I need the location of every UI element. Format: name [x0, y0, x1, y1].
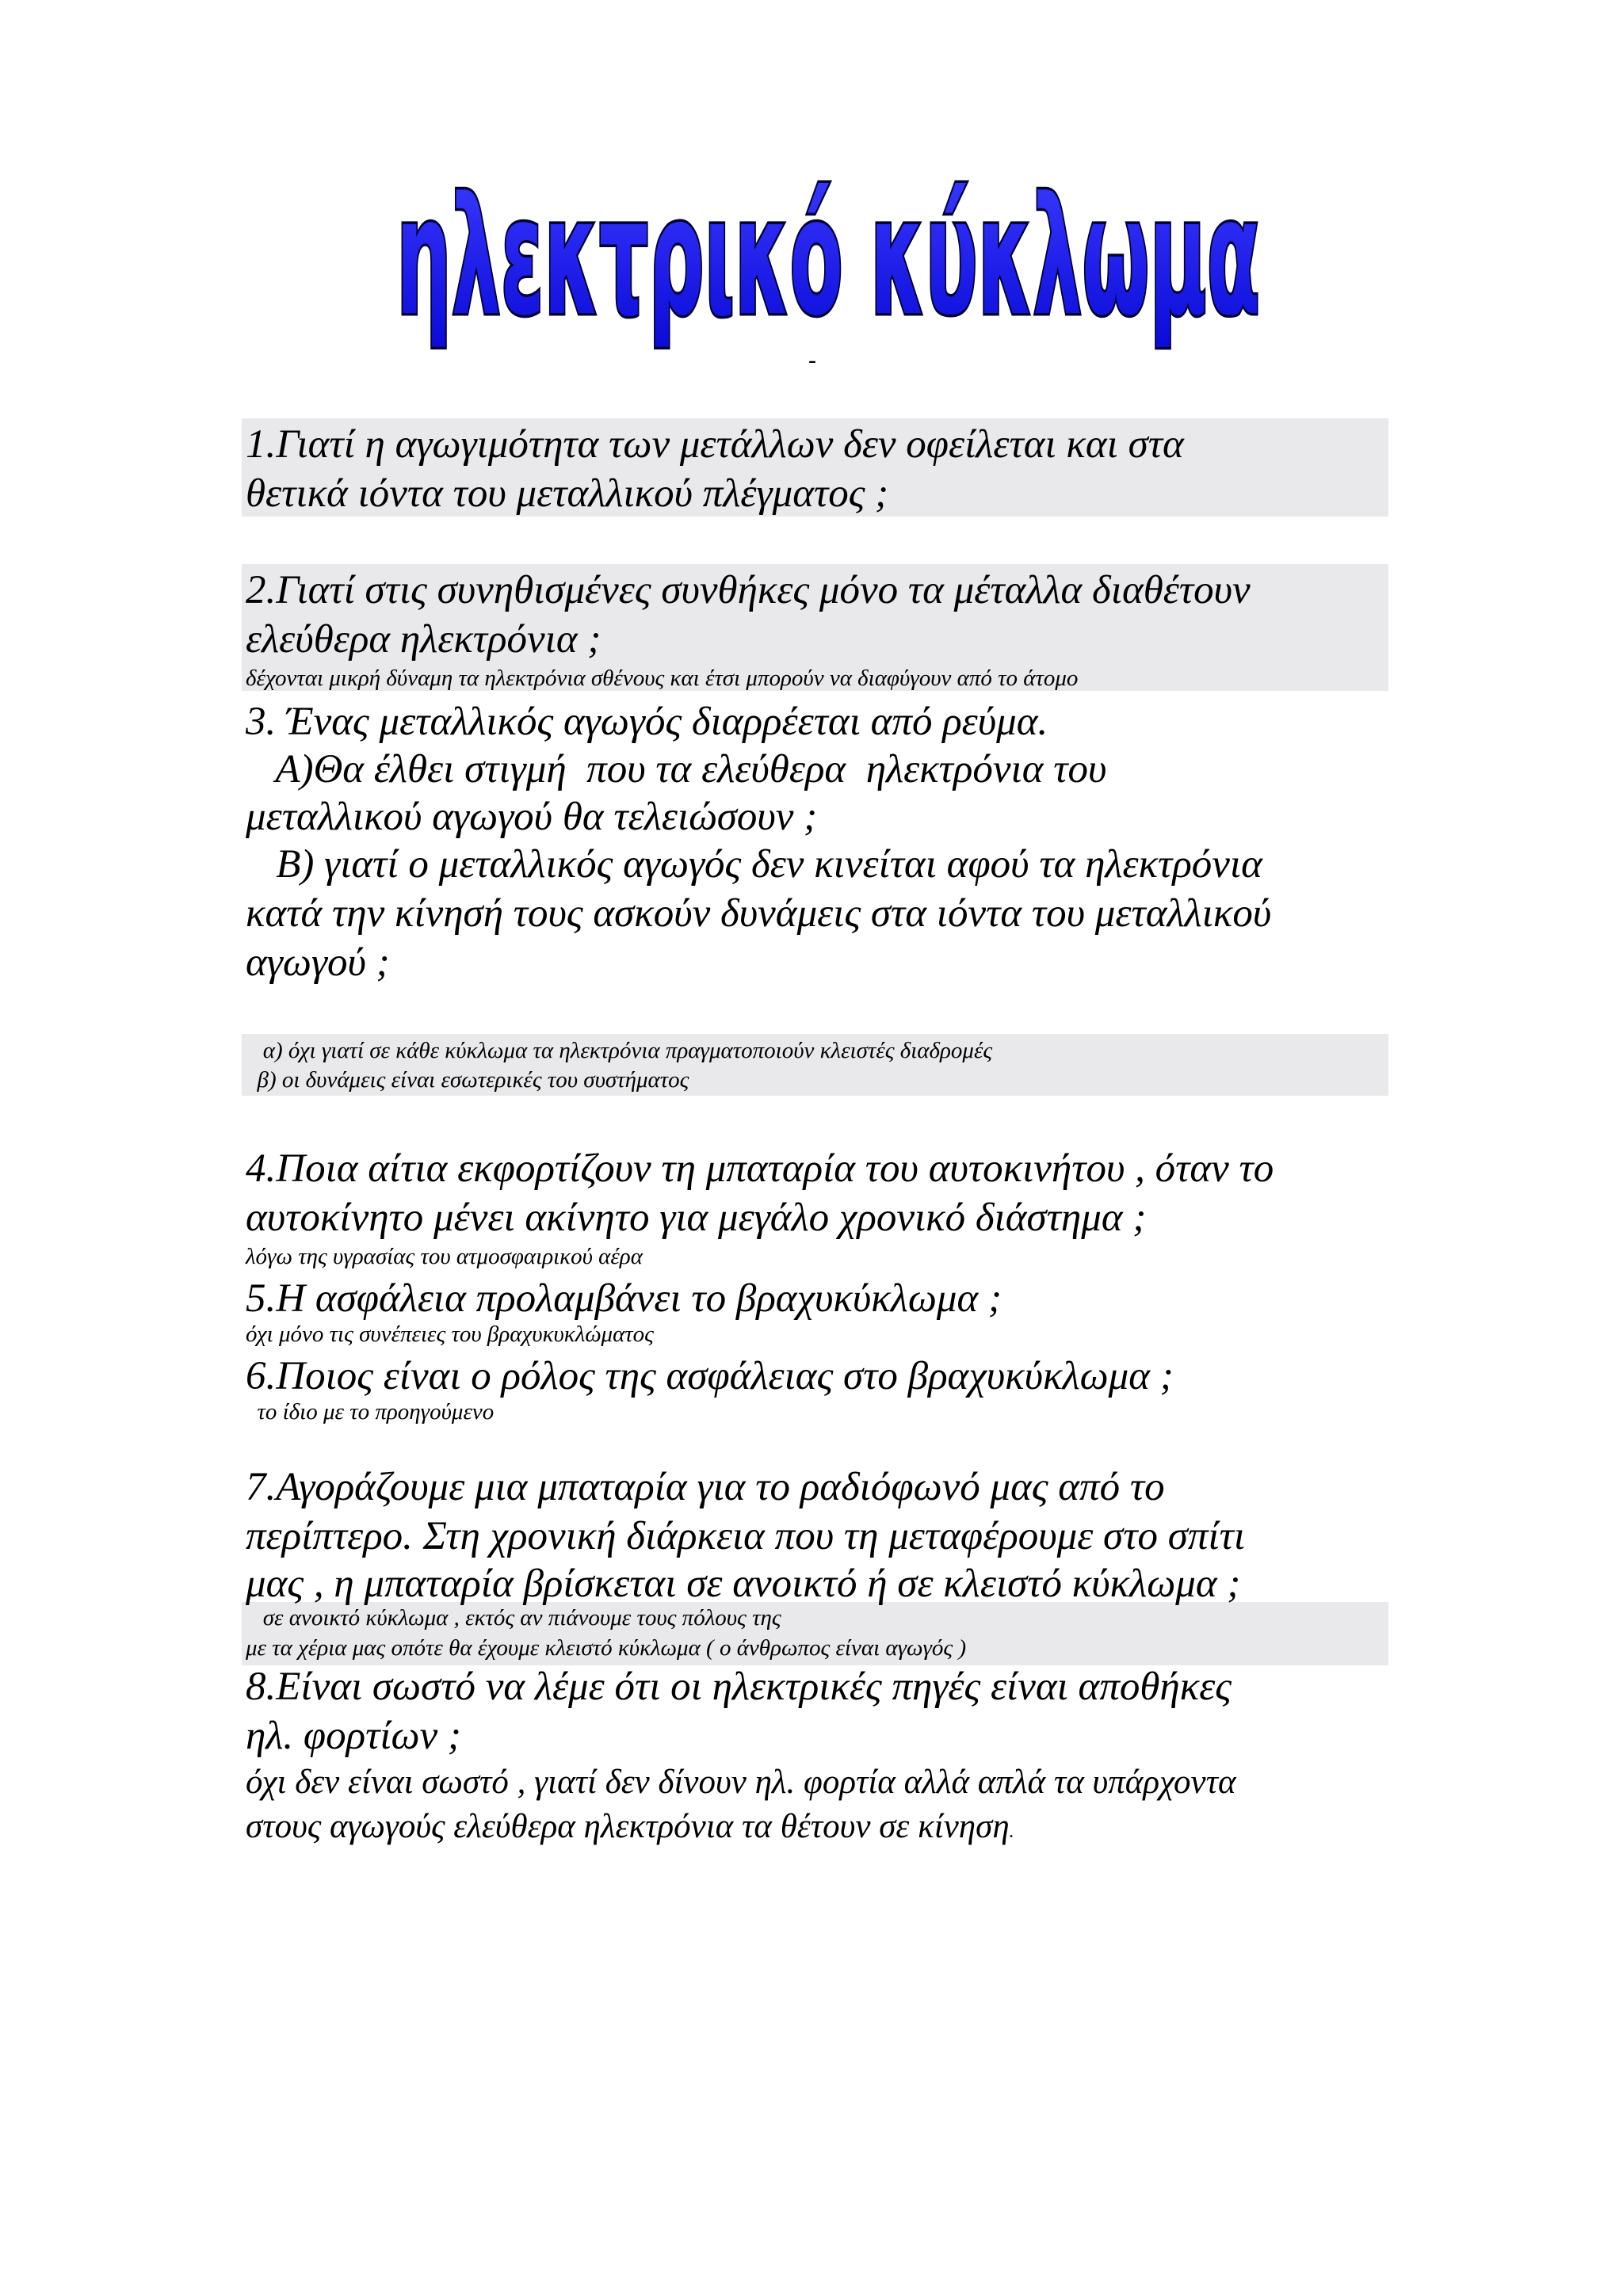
question-3-line-2: Α)Θα έλθει στιγμή που τα ελεύθερα ηλεκτρόνια του: [246, 747, 1107, 791]
question-4-line-2: αυτοκίνητο μένει ακίνητο για μεγάλο χρονικό διάστημα ;: [246, 1196, 1147, 1240]
answer-8-line-1: όχι δεν είναι σωστό , γιατί δεν δίνουν ηλ. φορτία αλλά απλά τα υπάρχοντα: [246, 1764, 1236, 1801]
separator-dash: -: [808, 347, 816, 373]
question-3-line-6: αγωγού ;: [246, 940, 390, 985]
question-7-line-2: περίπτερο. Στη χρονική διάρκεια που τη μεταφέρουμε στο σπίτι: [246, 1514, 1246, 1558]
answer-8-line-2: [246, 1805, 1014, 1854]
question-1-line-1: 1.Γιατί η αγωγιμότητα των μετάλλων δεν οφείλεται και στα: [246, 422, 1184, 467]
answer-3a: α) όχι γιατί σε κάθε κύκλωμα τα ηλεκτρόνια πραγματοποιούν κλειστές διαδρομές: [246, 1038, 993, 1063]
answer-7-line-1: σε ανοικτό κύκλωμα , εκτός αν πιάνουμε τους πόλους της: [246, 1605, 781, 1630]
question-3-line-3: μεταλλικού αγωγού θα τελειώσουν ;: [246, 795, 818, 839]
question-4-line-1: 4.Ποια αίτια εκφορτίζουν τη μπαταρία του αυτοκινήτου , όταν το: [246, 1146, 1274, 1191]
answer-7-line-2: με τα χέρια μας οπότε θα έχουμε κλειστό κύκλωμα ( ο άνθρωπος είναι αγωγός ): [246, 1635, 967, 1661]
question-3-line-5: κατά την κίνησή τους ασκούν δυνάμεις στα ιόντα του μεταλλικού: [246, 891, 1272, 936]
answer-8-period: .: [1009, 1821, 1014, 1842]
answer-5: όχι μόνο τις συνέπειες του βραχυκυκλώματος: [246, 1322, 654, 1347]
answer-2: δέχονται μικρή δύναμη τα ηλεκτρόνια σθένους και έτσι μπορούν να διαφύγουν από το άτομο: [246, 666, 1079, 691]
wordart-title: [380, 162, 1276, 357]
question-8-line-1: 8.Είναι σωστό να λέμε ότι οι ηλεκτρικές πηγές είναι αποθήκες: [246, 1665, 1232, 1709]
answer-6: το ίδιο με το προηγούμενο: [246, 1399, 495, 1425]
answer-8-line-2-text: στους αγωγούς ελεύθερα ηλεκτρόνια τα θέτουν σε κίνηση: [246, 1808, 1010, 1845]
title-text: ηλεκτρικό κύκλωμα: [396, 163, 1260, 352]
answer-3b: β) οι δυνάμεις είναι εσωτερικές του συστήματος: [246, 1067, 689, 1093]
question-2-line-2: ελεύθερα ηλεκτρόνια ;: [246, 617, 601, 662]
question-8-line-2: ηλ. φορτίων ;: [246, 1714, 461, 1758]
question-2-line-1: 2.Γιατί στις συνηθισμένες συνθήκες μόνο τα μέταλλα διαθέτουν: [246, 568, 1251, 612]
question-7-line-1: 7.Αγοράζουμε μια μπαταρία για το ραδιόφωνό μας από το: [246, 1465, 1165, 1509]
question-3-line-4: Β) γιατί ο μεταλλικός αγωγός δεν κινείται αφού τα ηλεκτρόνια: [246, 842, 1262, 887]
answer-4: λόγω της υγρασίας του ατμοσφαιρικού αέρα: [246, 1244, 643, 1269]
question-1-line-2: θετικά ιόντα του μεταλλικού πλέγματος ;: [246, 471, 889, 516]
question-5-line-1: 5.Η ασφάλεια προλαμβάνει το βραχυκύκλωμα ;: [246, 1276, 1002, 1321]
question-7-line-3: μας , η μπαταρία βρίσκεται σε ανοικτό ή σε κλειστό κύκλωμα ;: [246, 1562, 1241, 1606]
question-6-line-1: 6.Ποιος είναι ο ρόλος της ασφάλειας στο βραχυκύκλωμα ;: [246, 1354, 1174, 1398]
question-3-line-1: 3. Ένας μεταλλικός αγωγός διαρρέεται από ρεύμα.: [246, 700, 1048, 744]
